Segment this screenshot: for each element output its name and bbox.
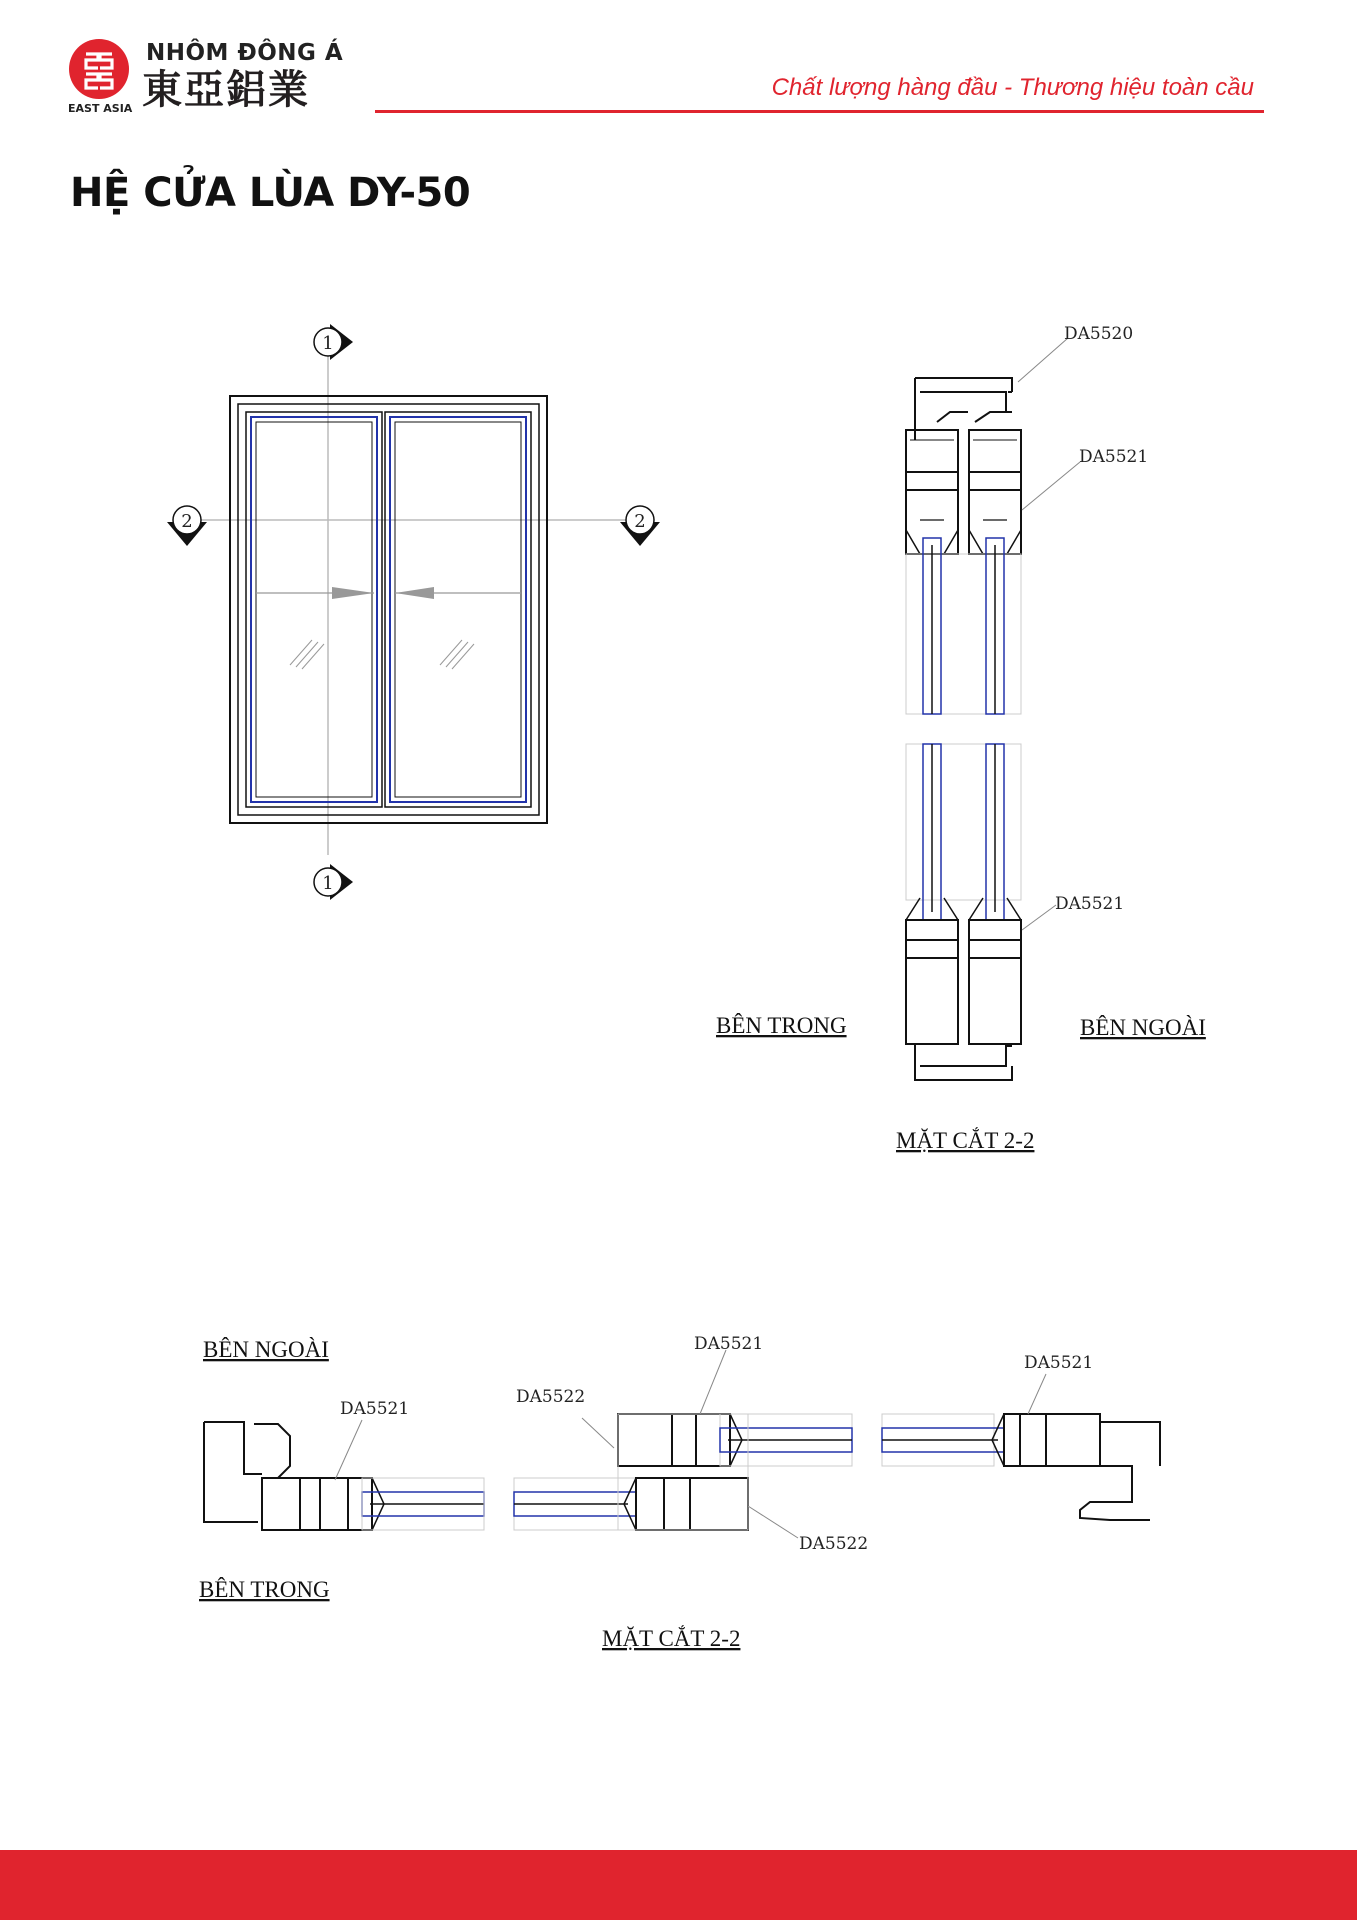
profile-label-vertical-top-sash: DA5521 bbox=[1079, 447, 1149, 467]
slogan: Chất lượng hàng đầu - Thương hiệu toàn cầu bbox=[771, 74, 1254, 101]
profile-label-horizontal-right-sash: DA5521 bbox=[1024, 1353, 1094, 1373]
profile-label-da5520: DA5520 bbox=[1064, 324, 1134, 344]
horizontal-inside-label: BÊN TRONG bbox=[199, 1577, 330, 1602]
vertical-section bbox=[906, 378, 1021, 1080]
section-marker-left-label: 2 bbox=[181, 511, 193, 532]
brand-name: NHÔM ĐÔNG Á bbox=[146, 40, 344, 66]
horizontal-section bbox=[204, 1414, 1160, 1530]
vertical-outside-label: BÊN NGOÀI bbox=[1080, 1015, 1206, 1040]
profile-label-horizontal-left-sash: DA5521 bbox=[340, 1399, 410, 1419]
section-marker-top bbox=[314, 324, 353, 360]
profile-label-horizontal-interlock-right: DA5522 bbox=[799, 1534, 869, 1554]
profile-label-horizontal-interlock-left: DA5522 bbox=[516, 1387, 586, 1407]
page-title: HỆ CỬA LÙA DY-50 bbox=[70, 170, 471, 216]
vertical-section-caption: MẶT CẮT 2-2 bbox=[896, 1128, 1035, 1153]
section-marker-bottom bbox=[314, 864, 353, 900]
window-elevation bbox=[190, 350, 640, 855]
section-marker-top-label: 1 bbox=[322, 333, 334, 354]
brand-chinese-name: 東亞鋁業 bbox=[142, 67, 310, 113]
section-marker-bottom-label: 1 bbox=[322, 873, 334, 894]
section-marker-right bbox=[620, 506, 660, 546]
profile-label-horizontal-interlock-top: DA5521 bbox=[694, 1334, 764, 1354]
horizontal-outside-label: BÊN NGOÀI bbox=[203, 1337, 329, 1362]
vertical-inside-label: BÊN TRONG bbox=[716, 1013, 847, 1038]
profile-label-vertical-bottom-sash: DA5521 bbox=[1055, 894, 1125, 914]
footer-bar bbox=[0, 1850, 1357, 1920]
horizontal-section-caption: MẶT CẮT 2-2 bbox=[602, 1626, 741, 1651]
section-marker-left bbox=[167, 506, 207, 546]
section-marker-right-label: 2 bbox=[634, 511, 646, 532]
brand-subtitle: EAST ASIA bbox=[68, 102, 133, 115]
